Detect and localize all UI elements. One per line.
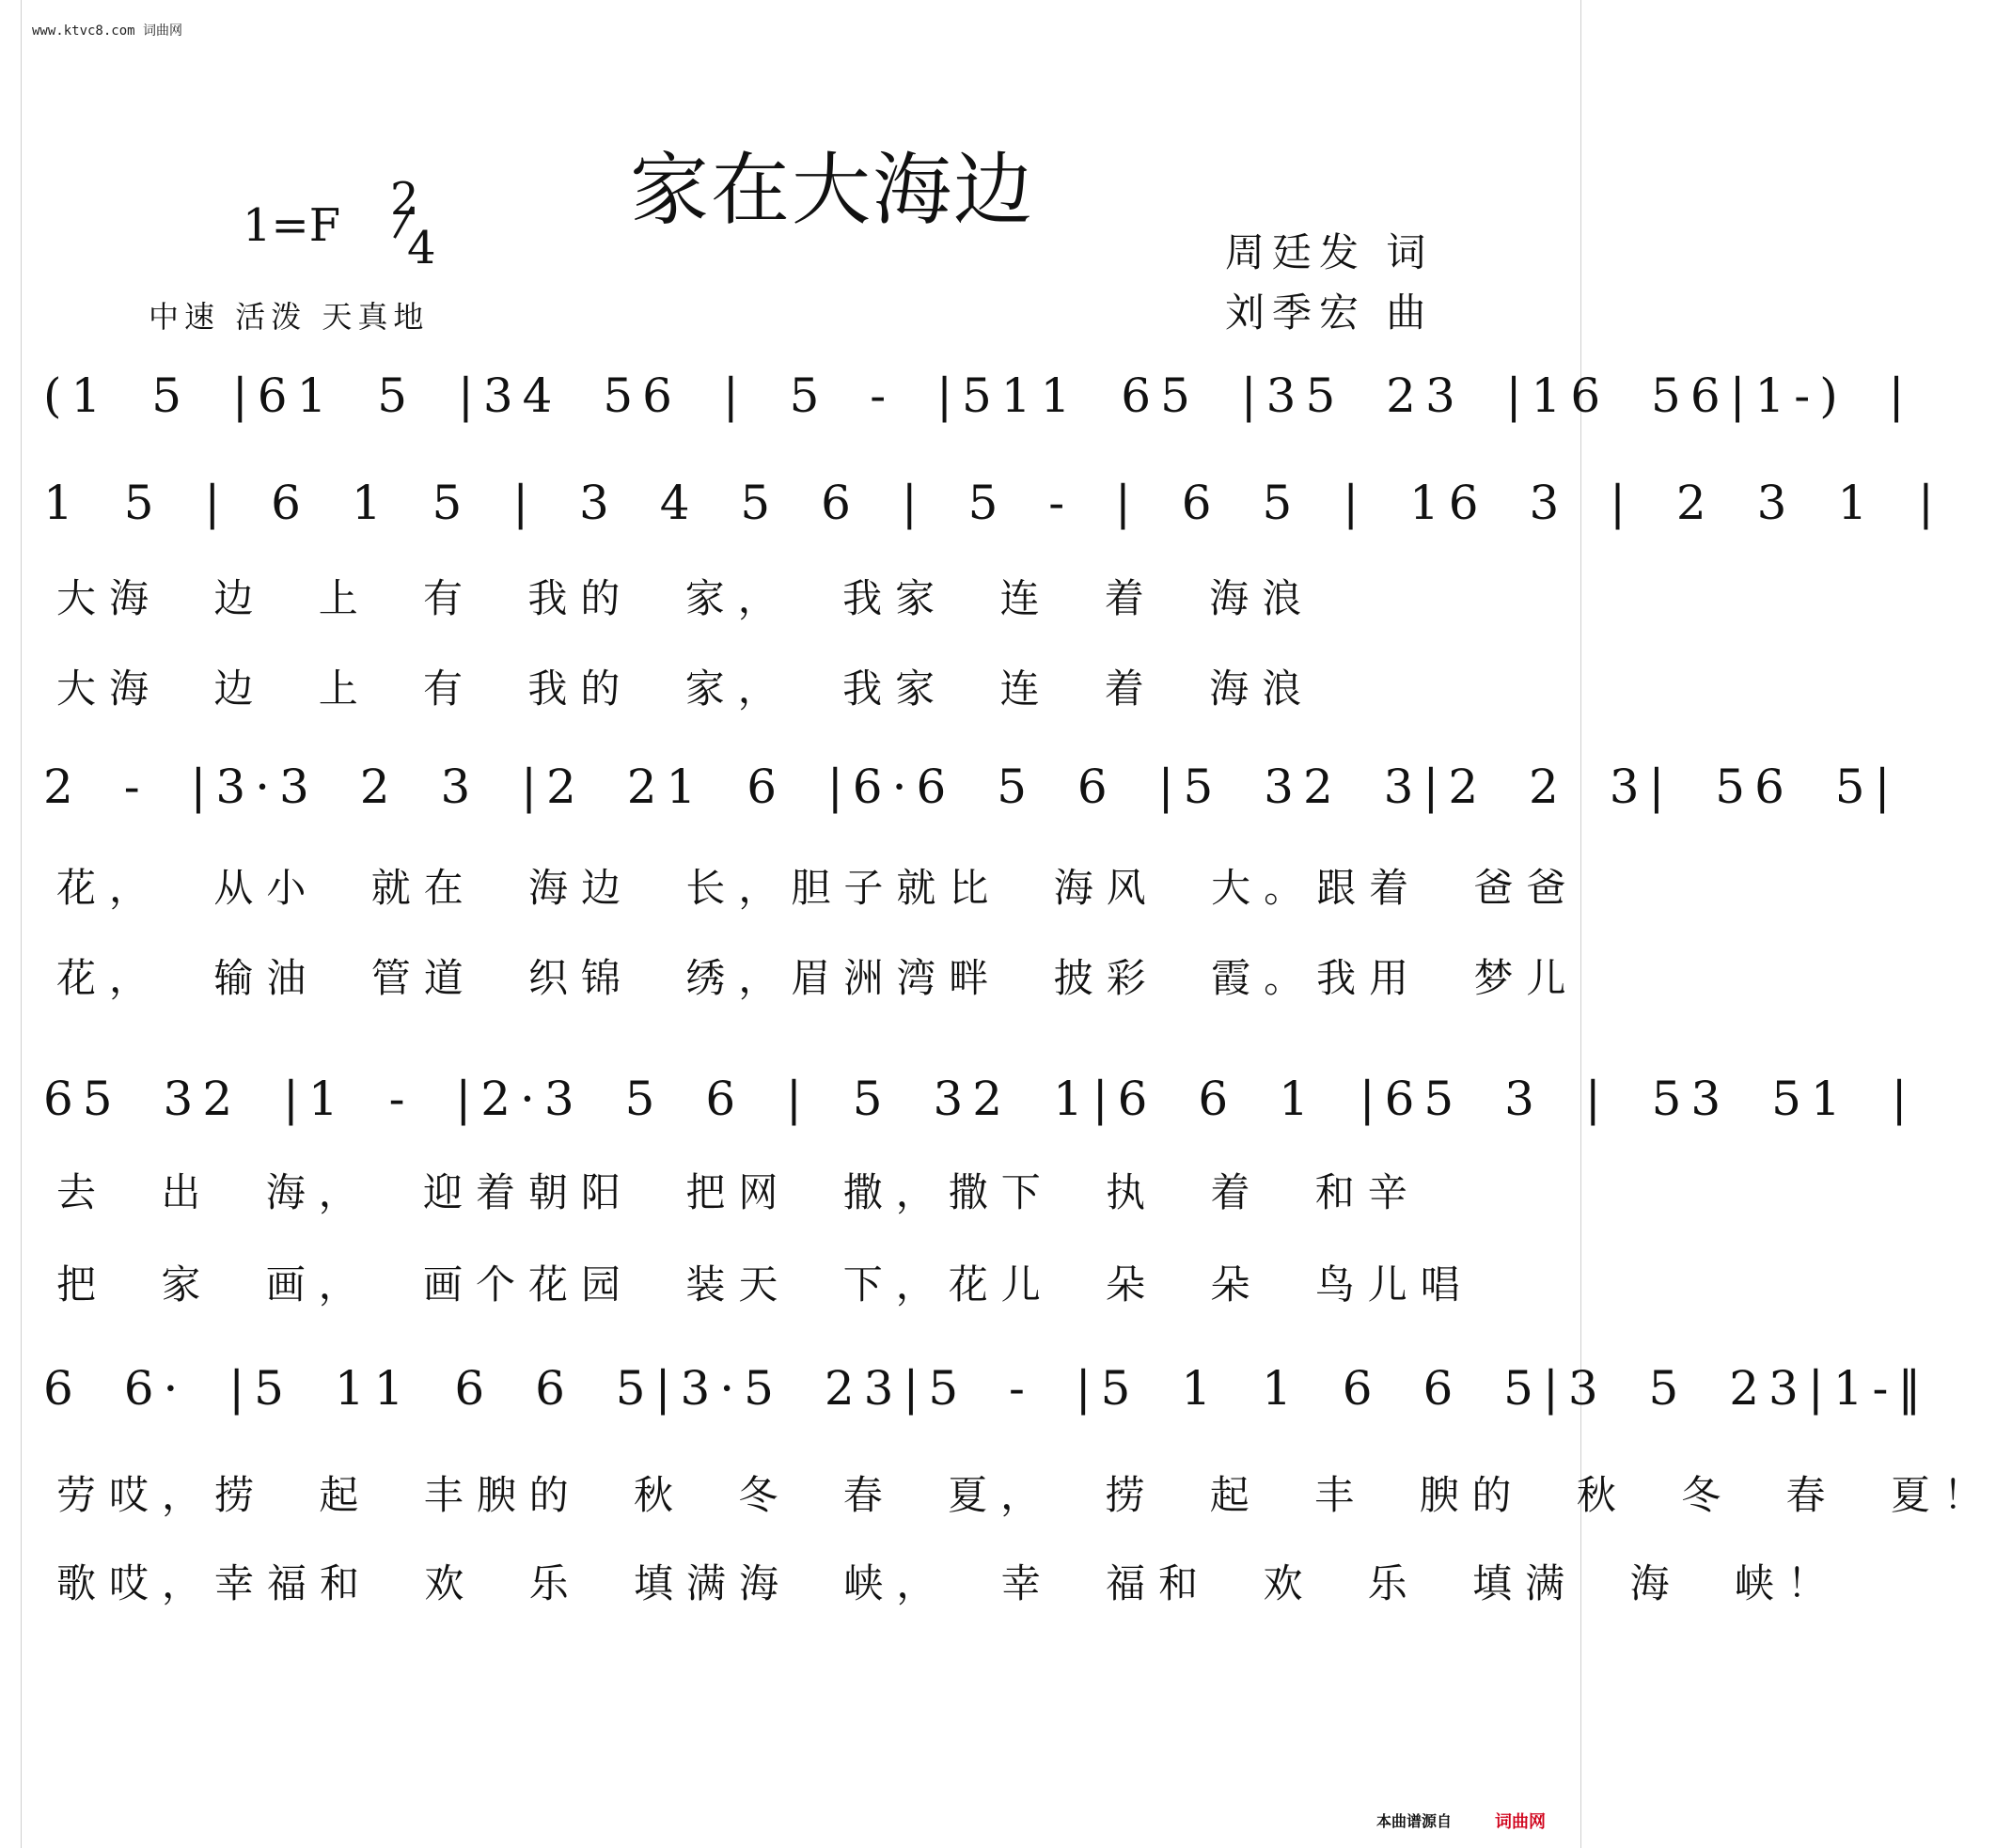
left-watermark-strip bbox=[0, 0, 22, 1848]
lyric-row-2-verse-2: 花， 输油 管道 织锦 绣，眉洲湾畔 披彩 霞。我用 梦儿 bbox=[56, 955, 1580, 1001]
site-url: www.ktvc8.com 词曲网 bbox=[32, 23, 183, 39]
notation-row-1: 1 5 | 6 1 5 | 3 4 5 6 | 5 - | 6 5 | 16 3 | 2 3 1 | bbox=[43, 476, 1943, 530]
notation-row-3: 65 32 |1 - |2·3 5 6 | 5 32 1|6 6 1 |65 3 | 53 51 | bbox=[43, 1072, 1917, 1126]
notation-row-2: 2 - |3·3 2 3 |2 21 6 |6·6 5 6 |5 32 3|2 2 3| 56 5| bbox=[43, 760, 1900, 814]
lyricist-credit: 周廷发 词 bbox=[1225, 229, 1434, 275]
key-signature: 1=F bbox=[243, 199, 341, 252]
lyric-row-1-verse-1: 大海 边 上 有 我的 家， 我家 连 着 海浪 bbox=[56, 575, 1315, 621]
time-signature-numerator: 2 bbox=[390, 173, 419, 226]
song-title: 家在大海边 bbox=[630, 144, 1035, 236]
lyric-row-3-verse-2: 把 家 画， 画个花园 装天 下，花儿 朵 朵 鸟儿唱 bbox=[56, 1261, 1473, 1308]
composer-credit: 刘季宏 曲 bbox=[1225, 290, 1434, 336]
lyric-row-4-verse-2: 歌哎，幸福和 欢 乐 填满海 峡， 幸 福和 欢 乐 填满 海 峡！ bbox=[56, 1560, 1840, 1606]
notation-row-intro: (1 5 |61 5 |34 56 | 5 - |511 65 |35 23 |16 56|1-) | bbox=[43, 368, 1914, 423]
footer-source-label: 本曲谱源自 bbox=[1375, 1812, 1452, 1830]
footer-site-link[interactable]: 词曲网 bbox=[1495, 1812, 1546, 1832]
notation-row-4: 6 6· |5 11 6 6 5|3·5 23|5 - |5 1 1 6 6 5|3 5 23|1-‖ bbox=[43, 1361, 1931, 1416]
tempo-marking: 中速 活泼 天真地 bbox=[149, 299, 430, 335]
time-signature-denominator: 4 bbox=[407, 222, 436, 274]
lyric-row-4-verse-1: 劳哎，捞 起 丰腴的 秋 冬 春 夏， 捞 起 丰 腴的 秋 冬 春 夏！ bbox=[56, 1472, 1996, 1518]
lyric-row-1-verse-2: 大海 边 上 有 我的 家， 我家 连 着 海浪 bbox=[56, 666, 1315, 712]
lyric-row-2-verse-1: 花， 从小 就在 海边 长，胆子就比 海风 大。跟着 爸爸 bbox=[56, 865, 1580, 911]
lyric-row-3-verse-1: 去 出 海， 迎着朝阳 把网 撒，撒下 执 着 和辛 bbox=[56, 1169, 1421, 1215]
